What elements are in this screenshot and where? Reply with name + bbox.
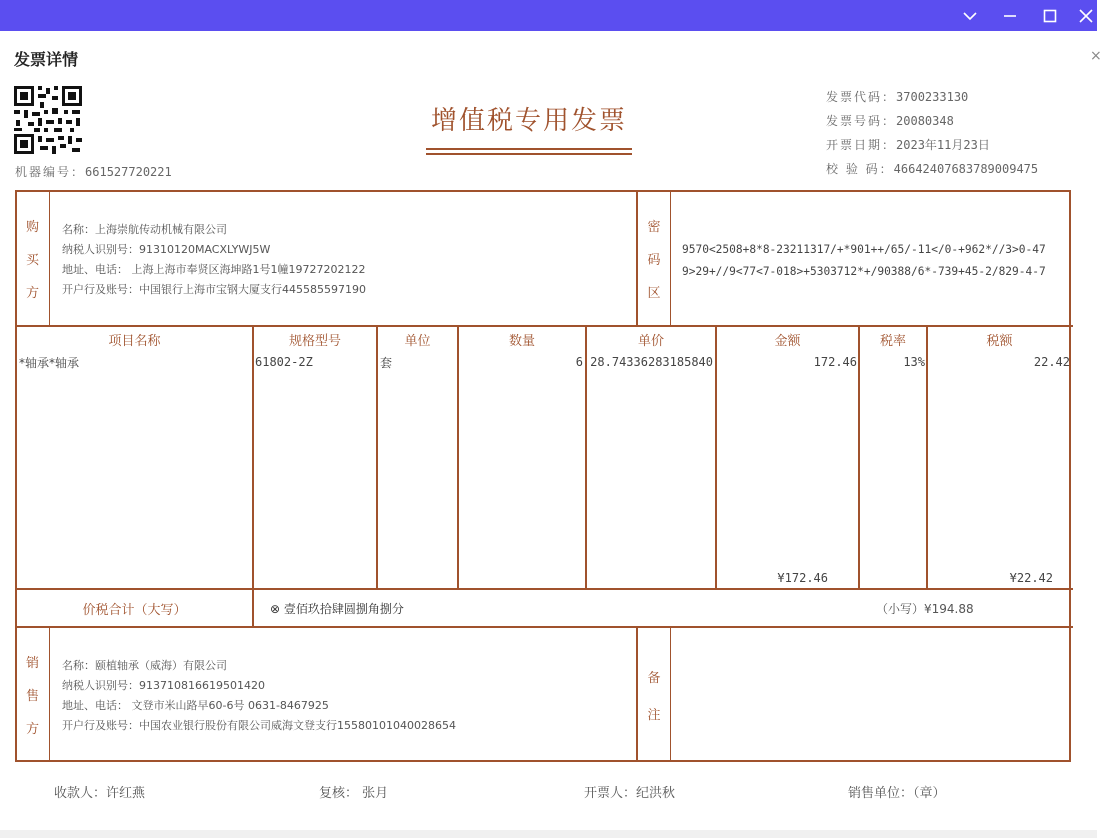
column-header-spec: 规格型号 (288, 334, 341, 349)
item-unit-price: 28.74336283185840 (590, 355, 713, 369)
divider (49, 627, 50, 762)
item-spec: 61802-2Z (255, 355, 313, 369)
seller-info (62, 656, 456, 736)
close-icon (1079, 9, 1093, 23)
cipher-line: 9>29+//9<77<7-018>+5303712*+/90388/6*-739+45-2/829-4-7 (682, 265, 1046, 278)
divider (252, 326, 254, 626)
buyer-section-label: 购 买 方 (25, 220, 39, 301)
buyer-info (62, 220, 366, 300)
seller-bank-account: 开户行及账号：中国农业银行股份有限公司威海文登支行15580101040028654 (62, 719, 456, 732)
invoice-meta (826, 85, 1038, 181)
buyer-tax-id: 纳税人识别号：91310120MACXLYWJ5W (62, 243, 271, 256)
minimize-icon (1003, 11, 1017, 21)
title-underline (426, 153, 632, 155)
buyer-bank-account: 开户行及账号：中国银行上海市宝钢大厦支行445585597190 (62, 283, 366, 296)
buyer-address-phone: 地址、电话： 上海上海市奉贤区海坤路1号1幢19727202122 (62, 263, 366, 276)
total-small: （小写）¥194.88 (876, 602, 974, 616)
divider (376, 326, 378, 589)
total-words-value: 壹佰玖拾肆圆捌角捌分 (283, 602, 404, 616)
reviewer: 复核： 张月 (319, 786, 389, 801)
cipher-section-label: 密 码 区 (647, 220, 661, 301)
divider (670, 190, 671, 326)
item-quantity: 6 (575, 355, 583, 369)
item-amount: 172.46 (813, 355, 857, 369)
cipher-line: 9570<2508+8*8-23211317/+*901++/65/-11</0-+962*//3>0-47 (682, 243, 1046, 256)
column-header-unit-price: 单价 (637, 334, 664, 349)
subtotal-tax: ¥22.42 (1009, 571, 1053, 585)
buyer-name: 名称：上海崇航传动机械有限公司 (62, 223, 227, 236)
maximize-icon (1043, 9, 1057, 23)
payee: 收款人：许红燕 (54, 786, 146, 801)
seller-unit: 销售单位：（章） (848, 786, 946, 801)
divider (49, 190, 50, 326)
item-tax-rate: 13% (903, 355, 925, 369)
column-header-amount: 金额 (774, 334, 801, 349)
window-titlebar (0, 0, 1097, 31)
collapse-button[interactable] (950, 0, 990, 31)
machine-number-label: 机器编号： (15, 165, 86, 179)
seller-address-phone: 地址、电话： 文登市米山路早60-6号 0631-8467925 (62, 699, 329, 712)
invoice-type-title: 增值税专用发票 (430, 106, 627, 136)
column-header-tax-rate: 税率 (879, 334, 906, 349)
maximize-button[interactable] (1030, 0, 1070, 31)
close-button[interactable] (1066, 0, 1106, 31)
total-label: 价税合计（大写） (82, 602, 187, 618)
machine-number (15, 163, 172, 180)
horizontal-scrollbar[interactable] (0, 830, 1097, 838)
dialog-title: 发票详情 (14, 50, 79, 69)
remarks-section-label: 备 注 (647, 670, 661, 723)
item-tax: 22.42 (1033, 355, 1070, 369)
column-header-unit: 单位 (404, 334, 431, 349)
minimize-button[interactable] (990, 0, 1030, 31)
divider (15, 325, 1073, 327)
title-underline (426, 148, 632, 150)
issuer: 开票人：纪洪秋 (584, 786, 676, 801)
invoice-date-row: 开票日期：2023年11月23日 (826, 138, 990, 152)
seller-name: 名称：颐植轴承（威海）有限公司 (62, 659, 227, 672)
item-unit: 套 (380, 356, 393, 370)
item-name: *轴承*轴承 (19, 356, 80, 370)
cipher-text (682, 239, 1046, 283)
check-code-row: 校 验 码：46642407683789009475 (826, 162, 1039, 176)
subtotal-amount: ¥172.46 (777, 571, 828, 585)
total-in-words (270, 600, 404, 617)
seller-section-label: 销 售 方 (25, 656, 39, 737)
qr-code-icon (14, 86, 82, 154)
invoice-code-row: 发票代码：3700233130 (826, 90, 969, 104)
divider (15, 626, 1073, 628)
dialog-close-icon[interactable]: × (1090, 48, 1102, 64)
divider (670, 627, 671, 762)
machine-number-value: 661527720221 (85, 165, 172, 179)
circle-x-icon: ⊗ (270, 602, 281, 616)
column-header-name: 项目名称 (108, 334, 161, 349)
invoice-number-row: 发票号码：20080348 (826, 114, 954, 128)
seller-tax-id: 纳税人识别号：913710816619501420 (62, 679, 265, 692)
chevron-down-icon (963, 11, 977, 21)
column-header-tax: 税额 (986, 334, 1013, 349)
column-header-quantity: 数量 (508, 334, 535, 349)
